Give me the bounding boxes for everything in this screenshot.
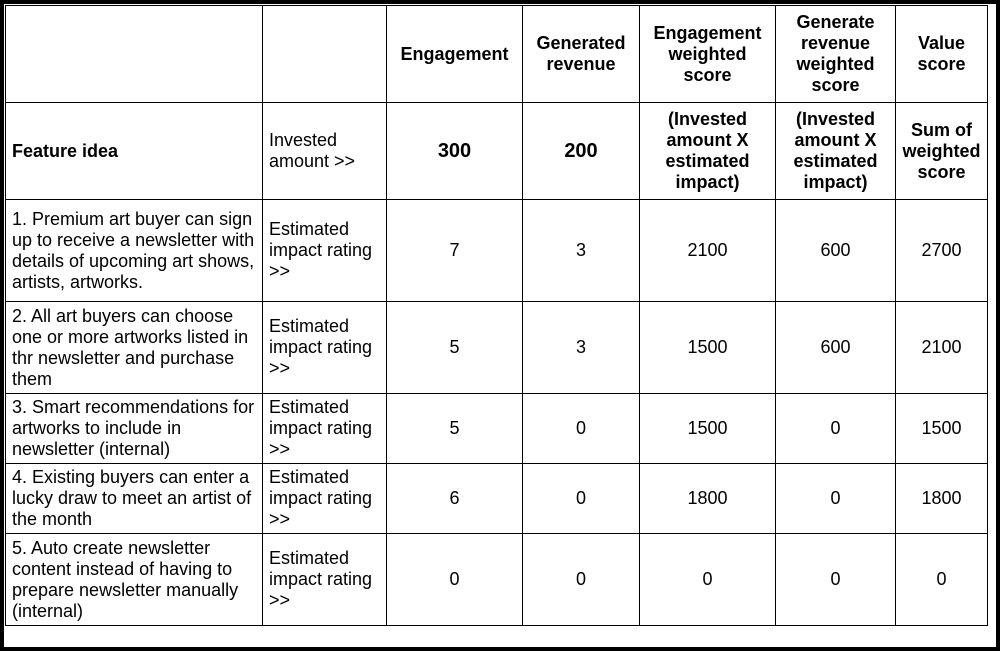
table-row <box>6 302 988 394</box>
revenue-rating: 0 <box>523 534 640 626</box>
value-score-value: 2700 <box>896 200 988 302</box>
feature-idea-cell: 3. Smart recommendations for artworks to include in newsletter (internal) <box>6 394 263 464</box>
engagement-rating: 7 <box>387 200 523 302</box>
impact-rating-label: Estimated impact rating >> <box>263 534 387 626</box>
revenue-rating: 3 <box>523 302 640 394</box>
value-score-value: 2100 <box>896 302 988 394</box>
feature-idea-cell: 2. All art buyers can choose one or more artworks listed in thr newsletter and purchase them <box>6 302 263 394</box>
engagement-rating: 5 <box>387 302 523 394</box>
table-row <box>6 394 988 464</box>
header-engagement-weighted-score: Engagement weighted score <box>640 6 776 103</box>
invested-amount-label: Invested amount >> <box>263 103 387 200</box>
impact-rating-label: Estimated impact rating >> <box>263 200 387 302</box>
revenue-rating: 0 <box>523 394 640 464</box>
engagement-invested-amount: 300 <box>387 103 523 200</box>
revenue-rating: 0 <box>523 464 640 534</box>
revenue-weighted-value: 600 <box>776 200 896 302</box>
revenue-weighted-value: 600 <box>776 302 896 394</box>
table-row <box>6 534 988 626</box>
engagement-weighted-formula: (Invested amount X estimated impact) <box>640 103 776 200</box>
revenue-weighted-formula: (Invested amount X estimated impact) <box>776 103 896 200</box>
feature-idea-cell: 1. Premium art buyer can sign up to receive a newsletter with details of upcoming art shows, artists, artworks. <box>6 200 263 302</box>
impact-rating-label: Estimated impact rating >> <box>263 464 387 534</box>
value-score-formula: Sum of weighted score <box>896 103 988 200</box>
header-revenue-weighted-score: Generate revenue weighted score <box>776 6 896 103</box>
value-score-value: 1500 <box>896 394 988 464</box>
engagement-rating: 6 <box>387 464 523 534</box>
impact-rating-label: Estimated impact rating >> <box>263 302 387 394</box>
engagement-rating: 0 <box>387 534 523 626</box>
impact-rating-label: Estimated impact rating >> <box>263 394 387 464</box>
feature-prioritization-table <box>5 5 988 626</box>
header-value-score: Value score <box>896 6 988 103</box>
engagement-weighted-value: 1500 <box>640 394 776 464</box>
revenue-weighted-value: 0 <box>776 534 896 626</box>
header-row <box>6 6 988 103</box>
revenue-weighted-value: 0 <box>776 394 896 464</box>
header-generated-revenue: Generated revenue <box>523 6 640 103</box>
revenue-weighted-value: 0 <box>776 464 896 534</box>
value-score-value: 0 <box>896 534 988 626</box>
table-row <box>6 464 988 534</box>
feature-idea-cell: 5. Auto create newsletter content instead of having to prepare newsletter manually (internal) <box>6 534 263 626</box>
revenue-rating: 3 <box>523 200 640 302</box>
table-row <box>6 200 988 302</box>
feature-idea-cell: 4. Existing buyers can enter a lucky draw to meet an artist of the month <box>6 464 263 534</box>
header-engagement: Engagement <box>387 6 523 103</box>
subheader-row <box>6 103 988 200</box>
engagement-weighted-value: 0 <box>640 534 776 626</box>
header-empty-cell-1 <box>6 6 263 103</box>
engagement-weighted-value: 2100 <box>640 200 776 302</box>
engagement-weighted-value: 1800 <box>640 464 776 534</box>
revenue-invested-amount: 200 <box>523 103 640 200</box>
value-score-value: 1800 <box>896 464 988 534</box>
header-empty-cell-2 <box>263 6 387 103</box>
feature-idea-label: Feature idea <box>6 103 263 200</box>
engagement-rating: 5 <box>387 394 523 464</box>
engagement-weighted-value: 1500 <box>640 302 776 394</box>
